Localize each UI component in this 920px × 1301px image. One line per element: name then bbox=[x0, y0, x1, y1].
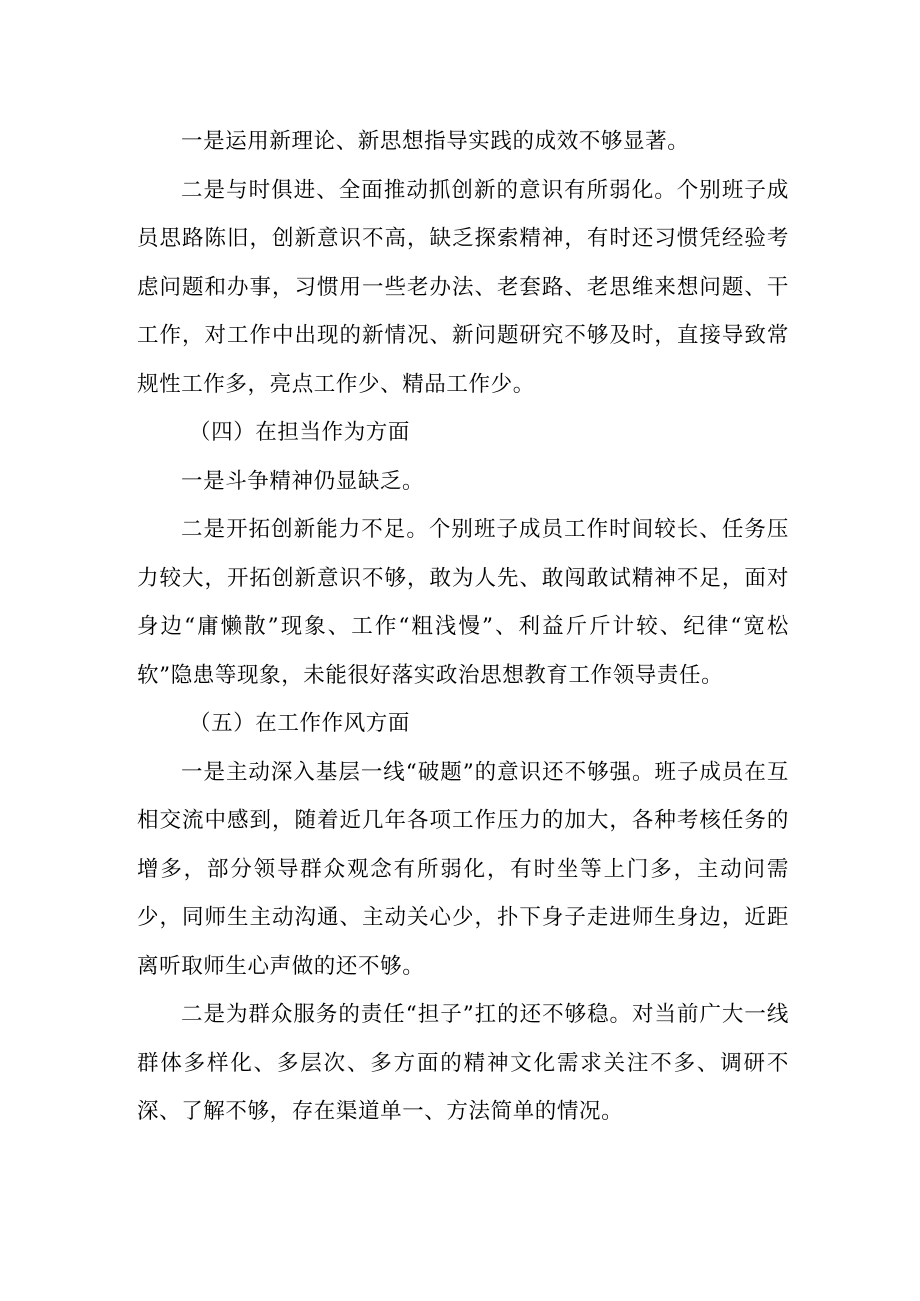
document-body bbox=[137, 118, 789, 1137]
paragraph-1: 一是运用新理论、新思想指导实践的成效不够显著。 bbox=[181, 129, 690, 154]
paragraph-2: 二是与时俱进、全面推动抓创新的意识有所弱化。个别班子成员思路陈旧，创新意识不高，缺乏探索精神，有时还习惯凭经验考虑问题和办事，习惯用一些老办法、老套路、老思维来想问题、干工作，对工作中出现的新情况、新问题研究不够及时，直接导致常规性工作多，亮点工作少、精品工作少。 bbox=[137, 177, 789, 397]
section-heading-5: （五）在工作作风方面 bbox=[189, 711, 411, 736]
paragraph-3: 一是斗争精神仍显缺乏。 bbox=[181, 468, 425, 494]
paragraph-5: 一是主动深入基层一线“破题”的意识还不够强。班子成员在互相交流中感到，随着近几年各项工作压力的加大，各种考核任务的增多，部分领导群众观念有所弱化，有时坐等上门多，主动问需少，同师生主动沟通、主动关心少，扑下身子走进师生身边，近距离听取师生心声做的还不够。 bbox=[137, 759, 789, 979]
section-heading-4: （四）在担当作为方面 bbox=[189, 420, 411, 445]
paragraph-4: 二是开拓创新能力不足。个别班子成员工作时间较长、任务压力较大，开拓创新意识不够，敢为人先、敢闯敢试精神不足，面对身边“庸懒散”现象、工作“粗浅慢”、利益斤斤计较、纪律“宽松软”隐患等现象，未能很好落实政治思想教育工作领导责任。 bbox=[137, 517, 789, 688]
paragraph-6: 二是为群众服务的责任“担子”扛的还不够稳。对当前广大一线群体多样化、多层次、多方面的精神文化需求关注不多、调研不深、了解不够，存在渠道单一、方法简单的情况。 bbox=[137, 1002, 789, 1124]
